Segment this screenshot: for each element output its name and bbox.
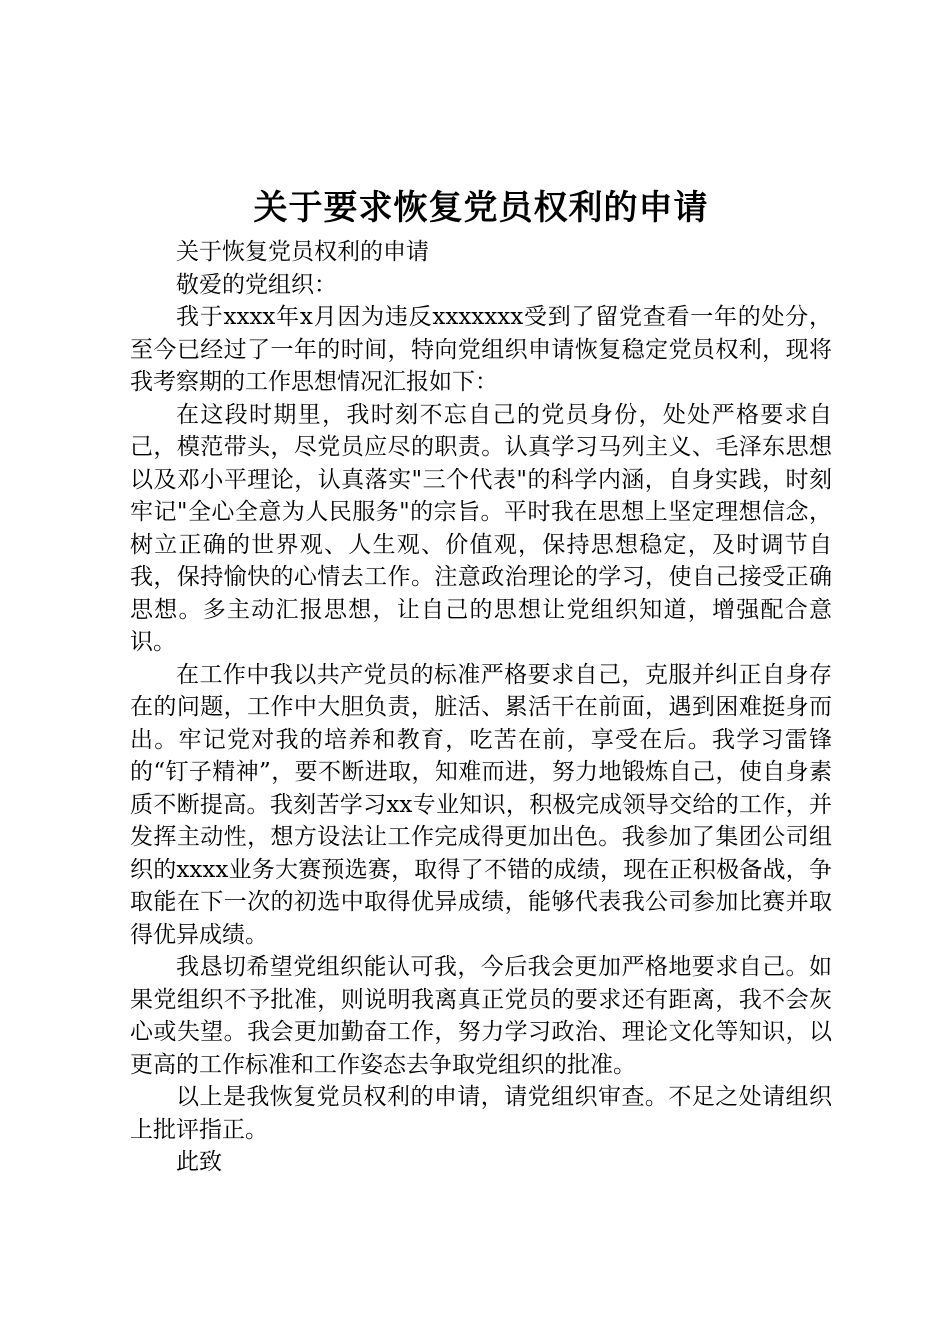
body-paragraph: 以上是我恢复党员权利的申请，请党组织审查。不足之处请组织上批评指正。	[130, 1084, 832, 1143]
body-paragraph: 在这段时期里，我时刻不忘自己的党员身份，处处严格要求自己，模范带头，尽党员应尽的职责。认真学习马列主义、毛泽东思想以及邓小平理论，认真落实"三个代表"的科学内涵，自身实践，时刻牢记"全心全意为人民服务"的宗旨。平时我在思想上坚定理想信念，树立正确的世界观、人生观、价值观，保持思想稳定，及时调节自我，保持愉快的心情去工作。注意政治理论的学习，使自己接受正确思想。多主动汇报思想，让自己的思想让党组织知道，增强配合意识。	[130, 401, 832, 655]
salutation: 敬爱的党组织：	[176, 271, 337, 298]
body-paragraph: 我于xxxx年x月因为违反xxxxxxx受到了留党查看一年的处分，至今已经过了一年的时间，特向党组织申请恢复稳定党员权利，现将我考察期的工作思想情况汇报如下：	[130, 304, 832, 395]
document-page	[130, 180, 832, 1179]
body-paragraph: 在工作中我以共产党员的标准严格要求自己，克服并纠正自身存在的问题，工作中大胆负责，脏活、累活干在前面，遇到困难挺身而出。牢记党对我的培养和教育，吃苦在前，享受在后。我学习雷锋的“钉子精神”，要不断进取，知难而进，努力地锻炼自己，使自身素质不断提高。我刻苦学习xx专业知识，积极完成领导交给的工作，并发挥主动性，想方设法让工作完成得更加出色。我参加了集团公司组织的xxxx业务大赛预选赛，取得了不错的成绩，现在正积极备战，争取能在下一次的初选中取得优异成绩，能够代表我公司参加比赛并取得优异成绩。	[130, 661, 832, 948]
body-paragraph: 我恳切希望党组织能认可我，今后我会更加严格地要求自己。如果党组织不予批准，则说明我离真正党员的要求还有距离，我不会灰心或失望。我会更加勤奋工作，努力学习政治、理论文化等知识，以更高的工作标准和工作姿态去争取党组织的批准。	[130, 954, 832, 1078]
subject-line: 关于恢复党员权利的申请	[176, 239, 429, 265]
closing-line: 此致	[176, 1149, 222, 1175]
document-title: 关于要求恢复党员权利的申请	[253, 188, 709, 228]
